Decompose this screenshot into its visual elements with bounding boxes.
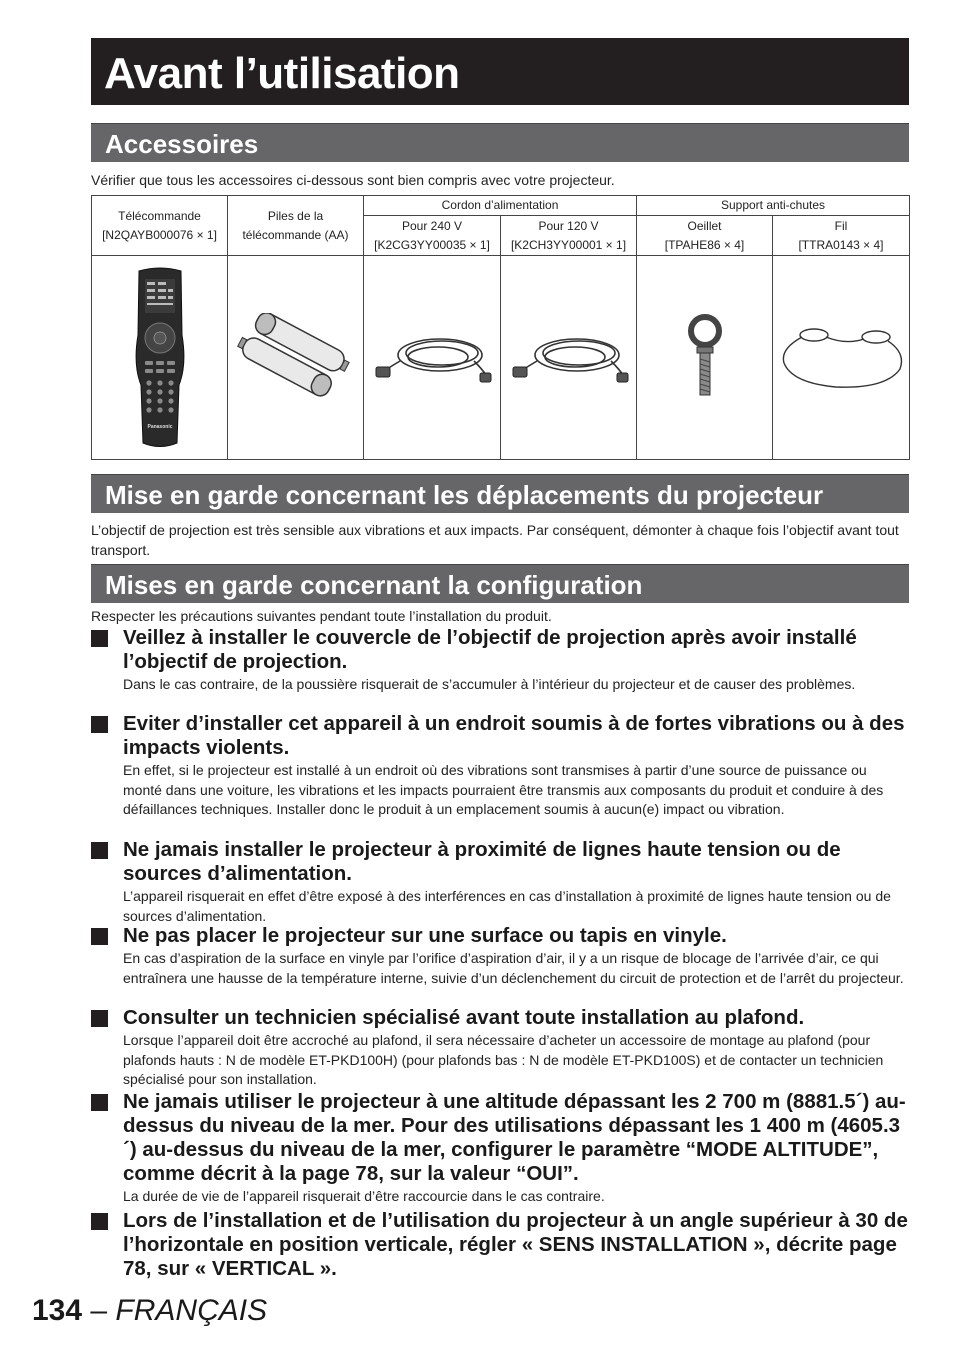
caution-heading: Veillez à installer le couvercle de l’objectif de projection après avoir installé l’objectif de projection.	[123, 626, 857, 673]
caution-text: Lorsque l’appareil doit être accroché au plafond, il sera nécessaire d’acheter un accessoire de montage au plafond (pour plafonds hauts : N de modèle ET-PKD100H) (pour plafonds bas : N de modèle ET-PKD100S) et de contacter un technicien spécialisé pour son installation.	[123, 1032, 884, 1087]
cord-120-image-cell	[501, 256, 637, 460]
square-bullet-icon	[91, 630, 108, 647]
eyelet-image-cell	[637, 256, 773, 460]
eyelet-bolt-icon	[680, 313, 730, 403]
caution-heading: Lors de l’installation et de l’utilisation du projecteur à un angle supérieur à 30 de l’horizontale en position verticale, régler « SENS INSTALLATION », décrite page 78, sur « VERTICAL ».	[123, 1209, 908, 1280]
caution-text: En effet, si le projecteur est installé à un endroit où des vibrations sont transmises à partir d’une source de puissance ou monté dans une voiture, les vibrations et les impacts pourraient être transmis aux composants du produit et conduire à des défaillances techniques. Installer donc le produit à un emplacement soumis à aucun(e) impact ou vibration.	[123, 762, 884, 817]
footer-separator: –	[82, 1294, 116, 1327]
cord-240-image-cell	[364, 256, 501, 460]
batteries-image-cell	[228, 256, 364, 460]
caution-text: L’appareil risquerait en effet d’être exposé à des interférences en cas d’installation à proximité de lignes haute tension ou de sources d’alimentation.	[123, 888, 891, 924]
remote-brand-label: Panasonic	[146, 423, 173, 430]
remote-name: Télécommande	[118, 208, 201, 223]
eyelet-name: Oeillet	[687, 218, 722, 233]
caution-heading: Eviter d’installer cet appareil à un endroit soumis à de fortes vibrations ou à des impacts violents.	[123, 712, 905, 759]
caution-text: Dans le cas contraire, de la poussière risquerait de s’accumuler à l’intérieur du projecteur et de causer des problèmes.	[123, 676, 856, 692]
cord-240-code: [K2CG3YY00035 × 1]	[374, 237, 490, 252]
cord-120-name: Pour 120 V	[538, 218, 599, 233]
caution-text: En cas d’aspiration de la surface en vinyle par l’orifice d’aspiration d’air, il y a un risque de blocage de l’arrivée d’air, ce qui entraînera une hausse de la température interne, suivie d’un déclenchement du circuit de protection et de l’arrêt du projecteur.	[123, 950, 904, 986]
power-cord-240-icon	[370, 323, 494, 393]
remote-code: [N2QAYB000076 × 1]	[102, 227, 217, 242]
caution-heading: Ne jamais utiliser le projecteur à une altitude dépassant les 2 700 m (8881.5´) au-dessus du niveau de la mer. Pour des utilisations dépassant les 1 400 m (4605.3´) au-dessus du niveau de la mer, configurer le paramètre “MODE ALTITUDE”, comme décrit à la page 78, sur la valeur “OUI”.	[123, 1090, 906, 1185]
safety-wire-icon	[776, 323, 906, 393]
antifall-group-header: Support anti-chutes	[637, 196, 910, 216]
section-header-moving: Mise en garde concernant les déplacements du projecteur	[91, 474, 909, 513]
page-title: Avant l’utilisation	[91, 38, 909, 105]
batteries-header	[228, 196, 364, 256]
remote-image-cell	[92, 256, 228, 460]
caution-heading: Ne pas placer le projecteur sur une surface ou tapis en vinyle.	[123, 924, 727, 947]
square-bullet-icon	[91, 1213, 108, 1230]
caution-item-1	[91, 626, 909, 695]
square-bullet-icon	[91, 716, 108, 733]
section-header-config: Mises en garde concernant la configuration	[91, 564, 909, 603]
footer-language: FRANÇAIS	[115, 1294, 268, 1327]
caution-item-7	[91, 1209, 909, 1281]
cord-240-name: Pour 240 V	[401, 218, 463, 233]
cord-120-code: [K2CH3YY00001 × 1]	[510, 237, 627, 252]
cord-120-header	[501, 216, 637, 256]
remote-control-icon	[125, 265, 195, 451]
batteries-name-2: télécommande (AA)	[242, 227, 349, 242]
square-bullet-icon	[91, 1094, 108, 1111]
caution-text: La durée de vie de l’appareil risquerait d’être raccourcie dans le cas contraire.	[123, 1188, 605, 1204]
config-intro: Respecter les précautions suivantes pendant toute l’installation du produit.	[91, 608, 552, 624]
wire-name: Fil	[834, 218, 848, 233]
section-header-accessories: Accessoires	[91, 123, 909, 162]
caution-heading: Ne jamais installer le projecteur à proximité de lignes haute tension ou de sources d’alimentation.	[123, 838, 841, 885]
power-cord-group-header: Cordon d’alimentation	[364, 196, 637, 216]
caution-item-4	[91, 924, 909, 988]
cord-240-header	[364, 216, 501, 256]
square-bullet-icon	[91, 1010, 108, 1027]
square-bullet-icon	[91, 928, 108, 945]
square-bullet-icon	[91, 842, 108, 859]
caution-item-6	[91, 1090, 909, 1207]
power-cord-120-icon	[507, 323, 631, 393]
eyelet-code: [TPAHE86 × 4]	[664, 237, 745, 252]
page-number: 134	[32, 1294, 83, 1327]
batteries-icon	[236, 313, 356, 403]
wire-header	[773, 216, 910, 256]
accessories-intro: Vérifier que tous les accessoires ci-dessous sont bien compris avec votre projecteur.	[91, 172, 615, 188]
wire-code: [TTRA0143 × 4]	[798, 237, 884, 252]
wire-image-cell	[773, 256, 910, 460]
caution-item-5	[91, 1006, 909, 1090]
caution-heading: Consulter un technicien spécialisé avant toute installation au plafond.	[123, 1006, 805, 1029]
page-footer	[32, 1293, 267, 1329]
accessories-table	[91, 195, 910, 460]
moving-text: L’objectif de projection est très sensible aux vibrations et aux impacts. Par conséquent, démonter à chaque fois l’objectif avant tout transport.	[91, 522, 899, 558]
caution-item-2	[91, 712, 909, 820]
remote-header	[92, 196, 228, 256]
caution-item-3	[91, 838, 909, 926]
batteries-name: Piles de la	[267, 208, 324, 223]
eyelet-header	[637, 216, 773, 256]
